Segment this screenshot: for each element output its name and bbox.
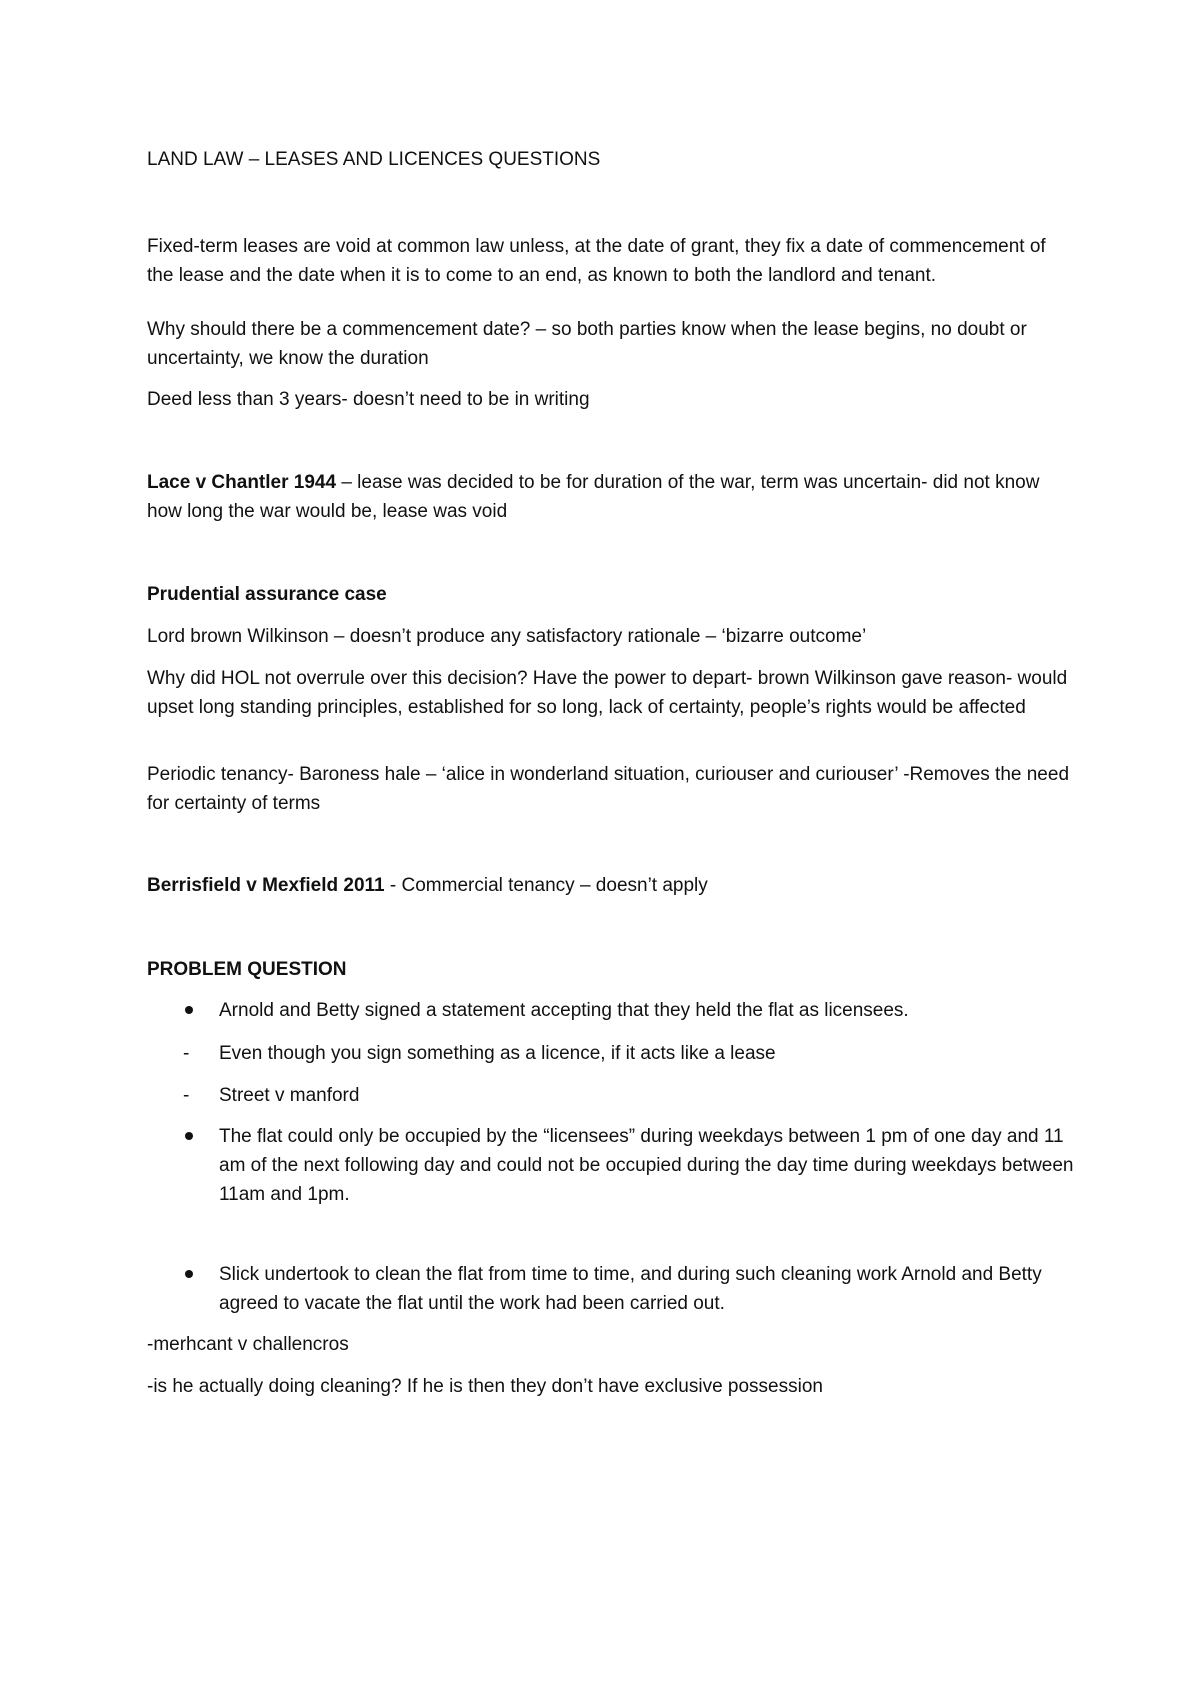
paragraph-lord-brown: Lord brown Wilkinson – doesn’t produce any satisfactory rationale – ‘bizarre outcome’: [147, 626, 867, 647]
list-item-text: Arnold and Betty signed a statement accepting that they held the flat as licensees.: [219, 1000, 909, 1021]
paragraph-lace-v-chantler: [147, 468, 1077, 526]
heading-problem-question: PROBLEM QUESTION: [147, 959, 347, 980]
list-item-text: The flat could only be occupied by the “licensees” during weekdays between 1 pm of one day and 11 am of the next following day and could not be occupied during the day time during weekdays between 11am and 1pm.: [219, 1126, 1074, 1205]
paragraph-berrisfield: [147, 871, 1077, 900]
bullet-icon: [185, 1132, 193, 1140]
paragraph-commencement-date: Why should there be a commencement date? – so both parties know when the lease begins, no doubt or uncertainty, we know the duration: [147, 319, 1027, 369]
list-item-text: Street v manford: [219, 1085, 360, 1106]
list-item-text: Even though you sign something as a licence, if it acts like a lease: [219, 1043, 776, 1064]
case-name-lace: Lace v Chantler 1944: [147, 472, 337, 493]
lace-text: – lease was decided to be for duration of the war, term was uncertain- did not know how long the war would be, lease was void: [147, 472, 1040, 522]
bullet-icon: [185, 1270, 193, 1278]
dash-marker: -: [183, 1043, 190, 1064]
paragraph-fixed-term-leases: Fixed-term leases are void at common law unless, at the date of grant, they fix a date of commencement of the lease and the date when it is to come to an end, as known to both the landlord and tenant.: [147, 236, 1046, 286]
case-name-berrisfield: Berrisfield v Mexfield 2011: [147, 875, 385, 896]
paragraph-periodic-tenancy: Periodic tenancy- Baroness hale – ‘alice in wonderland situation, curiouser and curiouser’ -Removes the need for certainty of terms: [147, 764, 1070, 814]
dash-marker: -: [183, 1085, 190, 1106]
paragraph-hol: Why did HOL not overrule over this decision? Have the power to depart- brown Wilkinson gave reason- would upset long standing principles, established for so long, lack of certainty, people’s rights would be affected: [147, 668, 1068, 718]
paragraph-exclusive-possession: -is he actually doing cleaning? If he is then they don’t have exclusive possession: [147, 1376, 823, 1397]
paragraph-merchant-case: -merhcant v challencros: [147, 1334, 349, 1355]
paragraph-deed: Deed less than 3 years- doesn’t need to be in writing: [147, 389, 590, 410]
heading-prudential: Prudential assurance case: [147, 584, 387, 605]
bullet-icon: [185, 1006, 193, 1014]
berrisfield-text: - Commercial tenancy – doesn’t apply: [384, 875, 708, 896]
list-item-text: Slick undertook to clean the flat from time to time, and during such cleaning work Arnold and Betty agreed to vacate the flat until the work had been carried out.: [219, 1264, 1042, 1314]
document-title: LAND LAW – LEASES AND LICENCES QUESTIONS: [147, 149, 601, 170]
